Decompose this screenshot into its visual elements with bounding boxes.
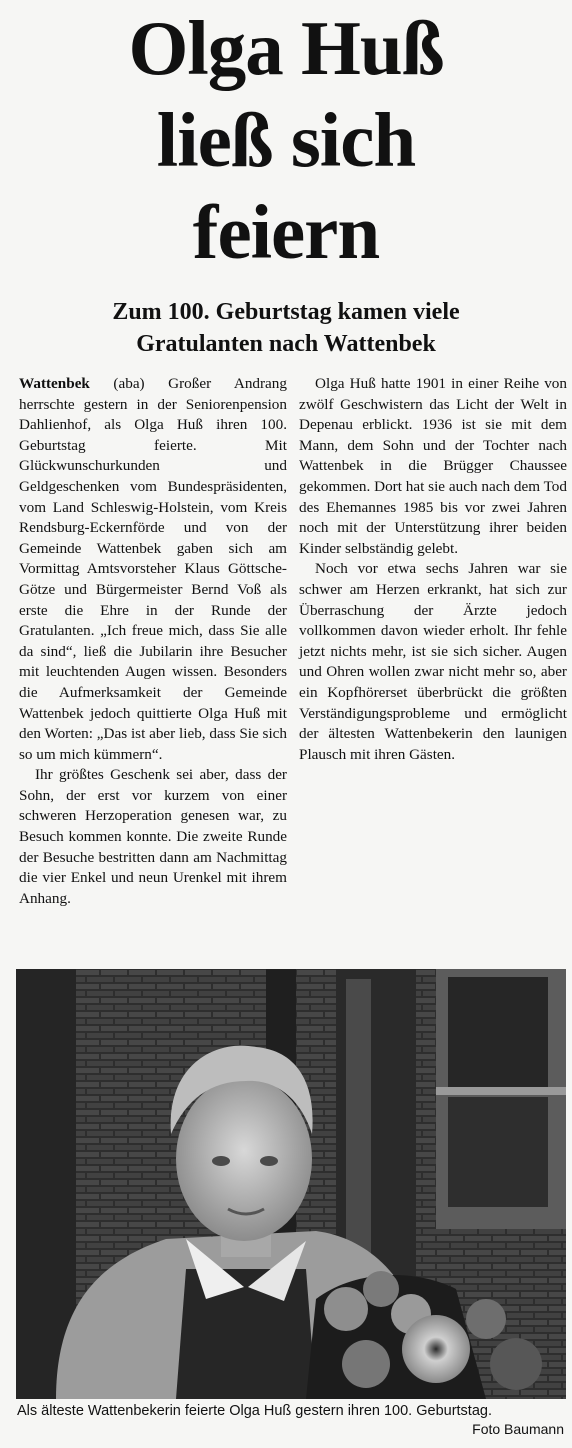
dateline: Wattenbek <box>19 375 90 392</box>
article-column-left <box>19 374 287 909</box>
photo-credit: Foto Baumann <box>472 1421 564 1437</box>
headline-line-1: Olga Huß <box>128 5 444 91</box>
subheadline <box>0 296 572 360</box>
article-paragraph-4: Noch vor etwa sechs Jahren war sie schwer am Herzen erkrankt, hat sich zur Überraschung der Ärzte jedoch vollkommen davon wieder erholt. Ihr fehle jetzt nichts mehr, ist sie sich sicher. Augen und Ohren wollen zwar nicht mehr so, aber ein Kopfhörerset überbrückt die größten Verständigungsprobleme und ermöglicht der ältesten Wattenbekerin den launigen Plausch mit ihren Gästen. <box>299 560 567 763</box>
headline-line-2: ließ sich <box>156 97 416 183</box>
article-paragraph-3: Olga Huß hatte 1901 in einer Reihe von zwölf Geschwistern das Licht der Welt in Depenau erblickt. 1936 ist sie mit dem Mann, dem Sohn und der Tochter nach Wattenbek in die Brügger Chaussee gekommen. Dort hat sie auch nach dem Tod des Ehemannes 1985 bis vor zwei Jahren noch mit der Unterstützung ihrer beiden Kinder selbständig gelebt. <box>299 375 567 557</box>
photo-caption: Als älteste Wattenbekerin feierte Olga Huß gestern ihren 100. Geburtstag. <box>17 1403 492 1419</box>
article-paragraph-2: Ihr größtes Geschenk sei aber, dass der Sohn, der erst vor kurzem von einer schweren Herzoperation genesen war, zu Besuch kommen konnte. Die zweite Runde der Besuche bestritten dann am Nachmittag die vier Enkel und neun Urenkel mit ihrem Anhang. <box>19 766 287 907</box>
subheadline-line-1: Zum 100. Geburtstag kamen viele <box>112 299 460 325</box>
subheadline-line-2: Gratulanten nach Wattenbek <box>136 331 436 357</box>
article-column-right <box>299 374 567 765</box>
photo-olga-huss <box>16 969 566 1399</box>
headline-line-3: feiern <box>192 189 380 275</box>
article-paragraph-1 <box>19 374 287 765</box>
photo-image <box>16 969 566 1399</box>
headline <box>0 2 572 278</box>
article-paragraph-1-text: (aba) Großer Andrang herrschte gestern in der Seniorenpension Dahlienhof, als Olga Huß ihren 100. Geburtstag feierte. Mit Glückwunschurkunden und Geldgeschenken vom Bundespräsidenten, vom Land Schleswig-Holstein, vom Kreis Rendsburg-Eckernförde und von der Gemeinde Wattenbek gaben sich am Vormittag Amtsvorsteher Klaus Göttsche-Götze und Bürgermeister Bernd Voß als erste die Ehre in der Runde der Gratulanten. „Ich freue mich, dass Sie alle da sind“, ließ die Jubilarin ihre Besucher mit leuchtenden Augen wissen. Besonders die Aufmerksamkeit der Gemeinde Wattenbek jedoch quittierte Olga Huß mit den Worten: „Das ist aber lieb, dass Sie sich so um mich kümmern“. <box>19 375 288 763</box>
